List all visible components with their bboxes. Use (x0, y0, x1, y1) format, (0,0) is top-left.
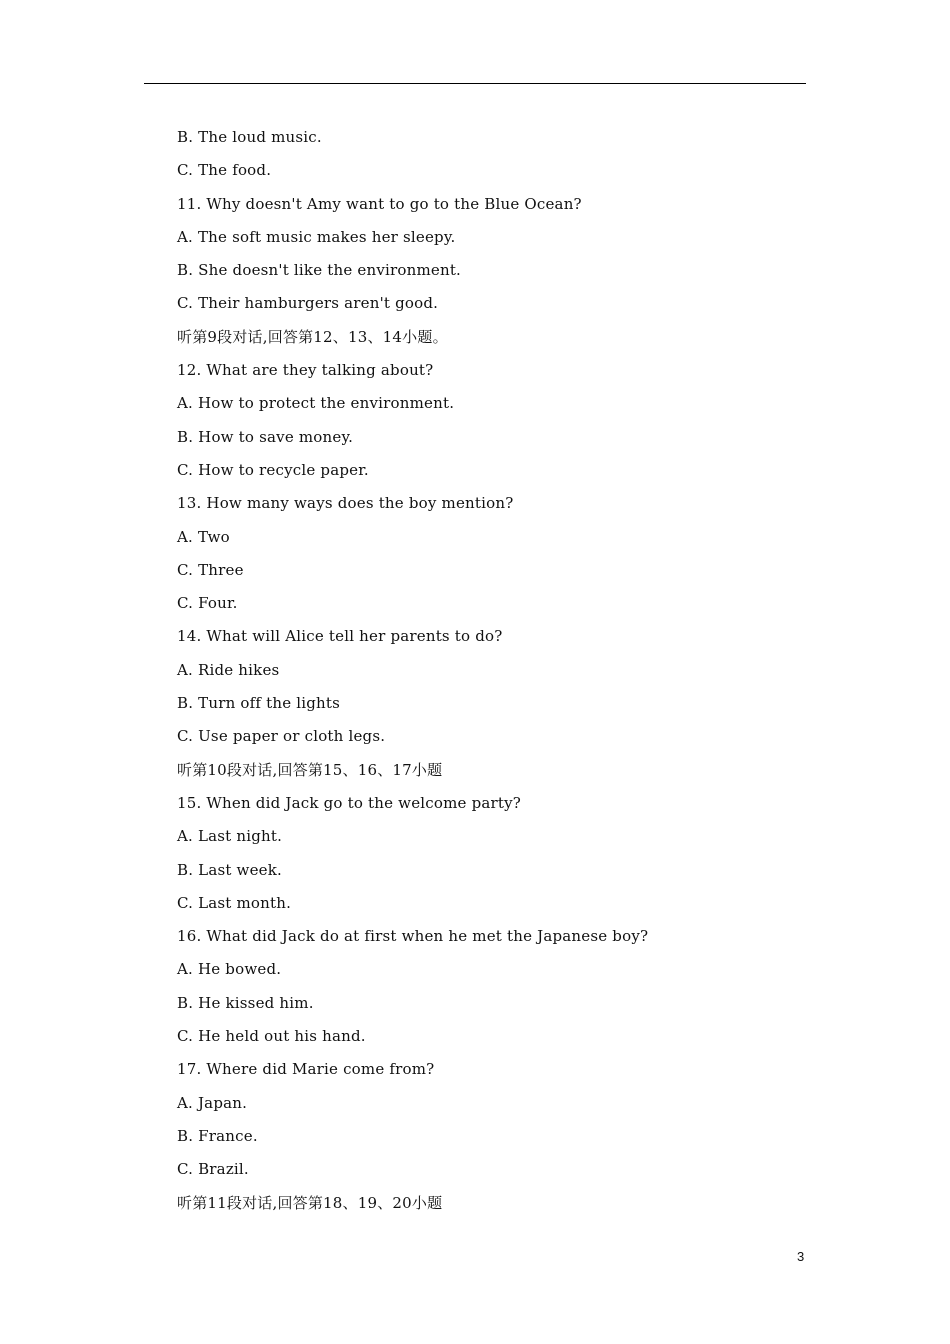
option-line: A. Last night. (177, 827, 283, 846)
question-line: 16. What did Jack do at first when he met the Japanese boy? (177, 927, 649, 946)
instruction-line: 听第9段对话,回答第12、13、14小题。 (177, 327, 448, 346)
option-line: A. Japan. (177, 1093, 248, 1112)
option-line: C. Use paper or cloth legs. (177, 727, 386, 746)
option-line: A. How to protect the environment. (177, 394, 455, 413)
instruction-line: 听第10段对话,回答第15、16、17小题 (177, 760, 443, 779)
question-line: 13. How many ways does the boy mention? (177, 494, 514, 513)
option-line: B. She doesn't like the environment. (177, 261, 462, 280)
option-line: C. Their hamburgers aren't good. (177, 294, 439, 313)
option-line: A. Ride hikes (177, 660, 280, 679)
option-line: B. Turn off the lights (177, 694, 341, 713)
option-line: B. He kissed him. (177, 993, 314, 1012)
option-line: C. How to recycle paper. (177, 460, 369, 479)
option-line: C. Three (177, 560, 244, 579)
option-line: C. Four. (177, 594, 238, 613)
option-line: B. France. (177, 1126, 258, 1145)
document-body (177, 126, 817, 1225)
question-line: 17. Where did Marie come from? (177, 1060, 435, 1079)
header-rule (144, 83, 806, 84)
page-number: 3 (797, 1249, 805, 1264)
question-line: 14. What will Alice tell her parents to do? (177, 627, 503, 646)
option-line: A. Two (177, 527, 230, 546)
option-line: A. He bowed. (177, 960, 282, 979)
option-line: A. The soft music makes her sleepy. (177, 227, 456, 246)
instruction-line: 听第11段对话,回答第18、19、20小题 (177, 1193, 443, 1212)
option-line: C. Brazil. (177, 1160, 249, 1179)
option-line: B. Last week. (177, 860, 283, 879)
option-line: B. How to save money. (177, 427, 354, 446)
option-line: B. The loud music. (177, 128, 322, 146)
option-line: C. The food. (177, 161, 272, 180)
option-line: C. He held out his hand. (177, 1027, 366, 1046)
question-line: 12. What are they talking about? (177, 361, 434, 380)
question-line: 11. Why doesn't Amy want to go to the Blue Ocean? (177, 194, 582, 213)
question-line: 15. When did Jack go to the welcome party? (177, 793, 522, 812)
option-line: C. Last month. (177, 893, 292, 912)
